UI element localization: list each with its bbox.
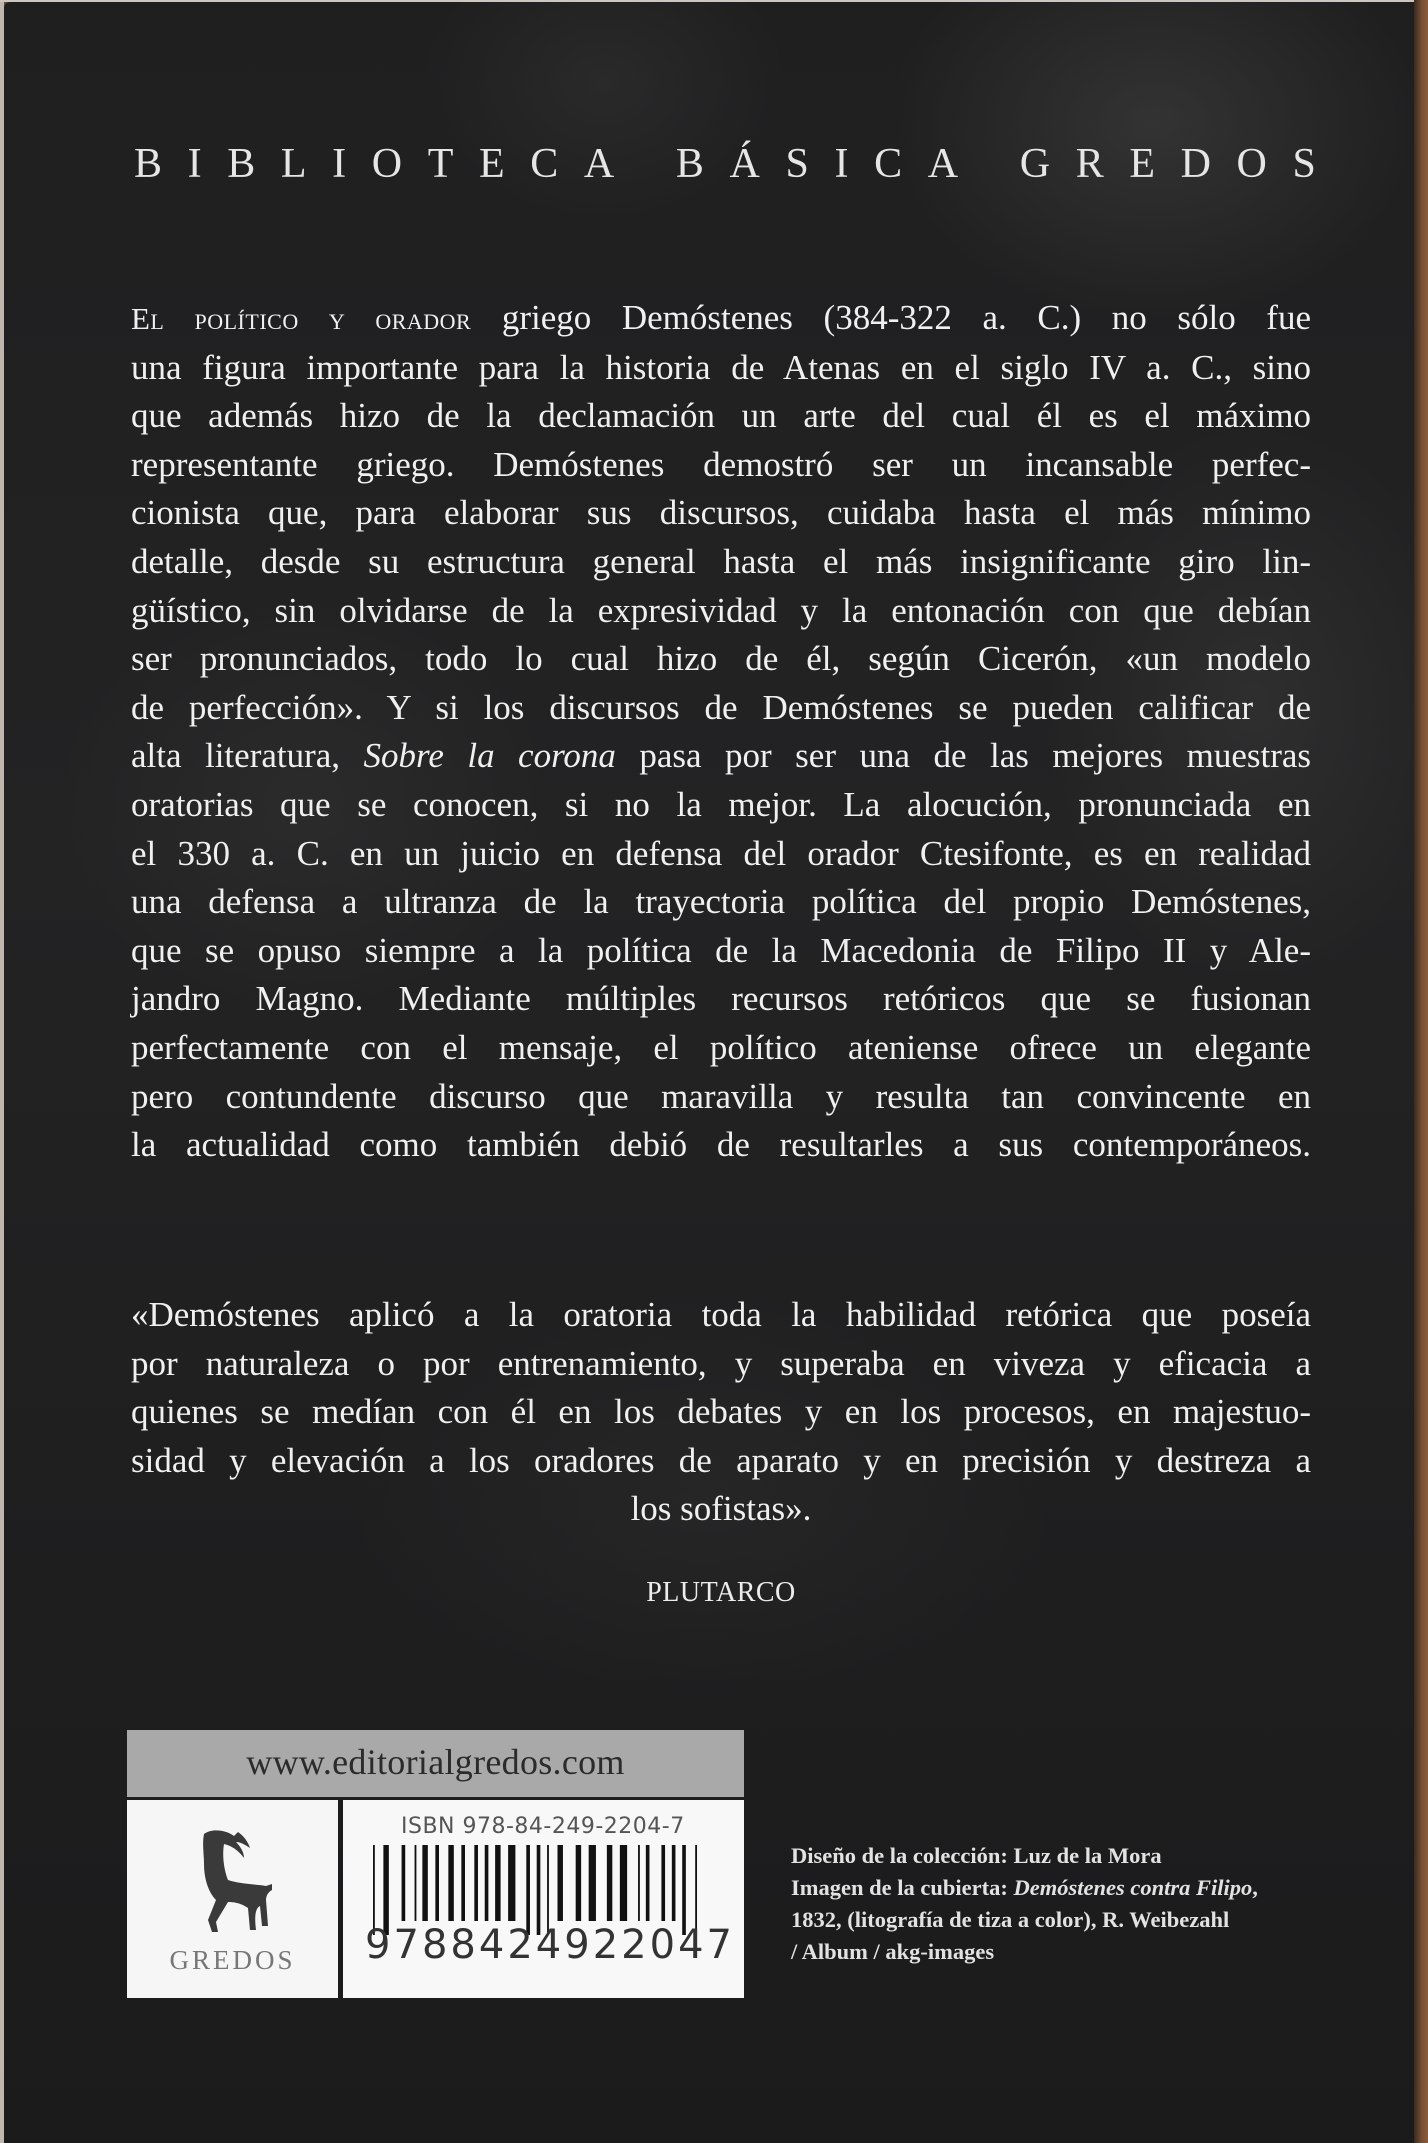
blurb-line-text: alta literatura,: [131, 736, 364, 776]
series-title-letter: G: [1019, 141, 1051, 187]
series-title-letter: S: [785, 141, 809, 187]
series-title-letter: T: [427, 141, 454, 187]
quote-line: «Demóstenes aplicó a la oratoria toda la habilidad retórica que poseía: [131, 1295, 1311, 1334]
series-title-letter: I: [332, 141, 347, 187]
quote-line: por naturaleza o por entrenamiento, y superaba en viveza y eficacia a: [131, 1343, 1311, 1383]
barcode-digit-group-right: 922047: [564, 1922, 735, 1968]
series-title-letter: I: [187, 141, 202, 187]
series-title-letter: C: [530, 141, 559, 187]
series-title-letter: A: [583, 141, 615, 187]
series-title-letter: O: [371, 141, 403, 187]
quote-line: quienes se medían con él en los debates y en los procesos, en majestuo-: [131, 1392, 1311, 1432]
credit-image-title: Demóstenes contra Filipo: [1013, 1875, 1253, 1900]
blurb-line: detalle, desde su estructura general hasta el más insignificante giro lin-: [131, 541, 1311, 581]
series-title: [134, 140, 1316, 188]
blurb-line: representante griego. Demóstenes demostró ser un incansable perfec-: [131, 444, 1311, 484]
series-title-letter: Á: [729, 141, 760, 187]
blurb-line: una figura importante para la historia de Atenas en el siglo IV a. C., sino: [131, 347, 1311, 387]
series-title-letter: C: [874, 141, 903, 187]
publisher-url[interactable]: www.editorialgredos.com: [127, 1730, 744, 1797]
credit-image-details: 1832, (litografía de tiza a color), R. Weibezahl: [791, 1907, 1230, 1932]
blurb-line: [131, 294, 1311, 344]
quote-author: PLUTARCO: [646, 1577, 796, 1608]
deer-logo-icon: [182, 1826, 282, 1938]
publisher-logo-text: GREDOS: [169, 1945, 296, 1975]
series-title-letter: L: [280, 141, 307, 187]
blurb-line: oratorias que se conocen, si no la mejor. La alocución, pronunciada en: [131, 784, 1311, 824]
cover-credits: [791, 1840, 1311, 1968]
blurb-line: una defensa a ultranza de la trayectoria política del propio Demóstenes,: [131, 882, 1311, 922]
series-title-letter: [984, 140, 995, 188]
credit-image: [791, 1872, 1311, 1904]
series-title-letter: B: [675, 141, 704, 187]
book-edge-right: [1414, 0, 1428, 2143]
blurb-line: cionista que, para elaborar sus discursos, cuidaba hasta el más mínimo: [131, 493, 1311, 533]
blurb-line: el 330 a. C. en un juicio en defensa del orador Ctesifonte, es en realidad: [131, 833, 1311, 873]
credit-image-suffix: ,: [1252, 1875, 1258, 1900]
blurb-paragraph: [131, 294, 1311, 1170]
quote-line: los sofistas».: [630, 1489, 812, 1529]
quote-line: sidad y elevación a los oradores de aparato y en precisión y destreza a: [131, 1440, 1311, 1480]
publisher-logo: [127, 1800, 338, 1998]
barcode-digit-lead: 9: [365, 1922, 394, 1968]
blurb-line-text: pasa por ser una de las mejores muestras: [615, 736, 1312, 776]
series-title-letter: R: [1075, 141, 1104, 187]
barcode-panel: [343, 1800, 744, 1998]
plutarch-quote: [131, 1291, 1311, 1534]
series-title-letter: B: [227, 141, 256, 187]
credit-image-prefix: Imagen de la cubierta:: [791, 1875, 1014, 1900]
publisher-label: [127, 1730, 744, 1998]
series-title-letter: [640, 140, 651, 188]
series-title-letter: E: [478, 141, 505, 187]
credit-image-source: / Album / akg-images: [791, 1939, 995, 1964]
isbn-text: ISBN 978-84-249-2204-7: [401, 1814, 685, 1839]
blurb-line: jandro Magno. Mediante múltiples recursos retóricos que se fusionan: [131, 979, 1311, 1019]
series-title-letter: E: [1129, 141, 1155, 187]
blurb-line: ser pronunciados, todo lo cual hizo de él, según Cicerón, «un modelo: [131, 639, 1311, 679]
blurb-line: de perfección». Y si los discursos de Demóstenes se pueden calificar de: [131, 687, 1311, 727]
blurb-line: güístico, sin olvidarse de la expresividad y la entonación con que debían: [131, 590, 1311, 630]
series-title-letter: A: [927, 141, 959, 187]
blurb-line: la actualidad como también debió de resultarles a sus contemporáneos.: [131, 1125, 1311, 1165]
back-cover: [4, 2, 1414, 2143]
blurb-line: que además hizo de la declamación un arte del cual él es el máximo: [131, 396, 1311, 436]
blurb-line-text: griego Demóstenes (384-322 a. C.) no sólo fue: [471, 298, 1311, 337]
series-title-letter: O: [1236, 141, 1267, 187]
blurb-lead-small-caps: El político y orador: [131, 301, 472, 336]
barcode-digit-group-left: 788424: [393, 1922, 565, 1968]
blurb-line: pero contundente discurso que maravilla y resulta tan convincente en: [131, 1076, 1311, 1116]
series-title-letter: I: [834, 141, 849, 187]
series-title-letter: S: [1292, 141, 1316, 187]
blurb-line: [131, 732, 1311, 781]
series-title-letter: B: [134, 141, 163, 187]
credit-design: Diseño de la colección: Luz de la Mora: [791, 1843, 1162, 1868]
series-title-letter: D: [1180, 141, 1211, 187]
barcode-digits: [365, 1922, 735, 1968]
blurb-line: que se opuso siempre a la política de la Macedonia de Filipo II y Ale-: [131, 930, 1311, 970]
book-title-italic: Sobre la corona: [363, 736, 616, 776]
blurb-line: perfectamente con el mensaje, el político ateniense ofrece un elegante: [131, 1027, 1311, 1067]
